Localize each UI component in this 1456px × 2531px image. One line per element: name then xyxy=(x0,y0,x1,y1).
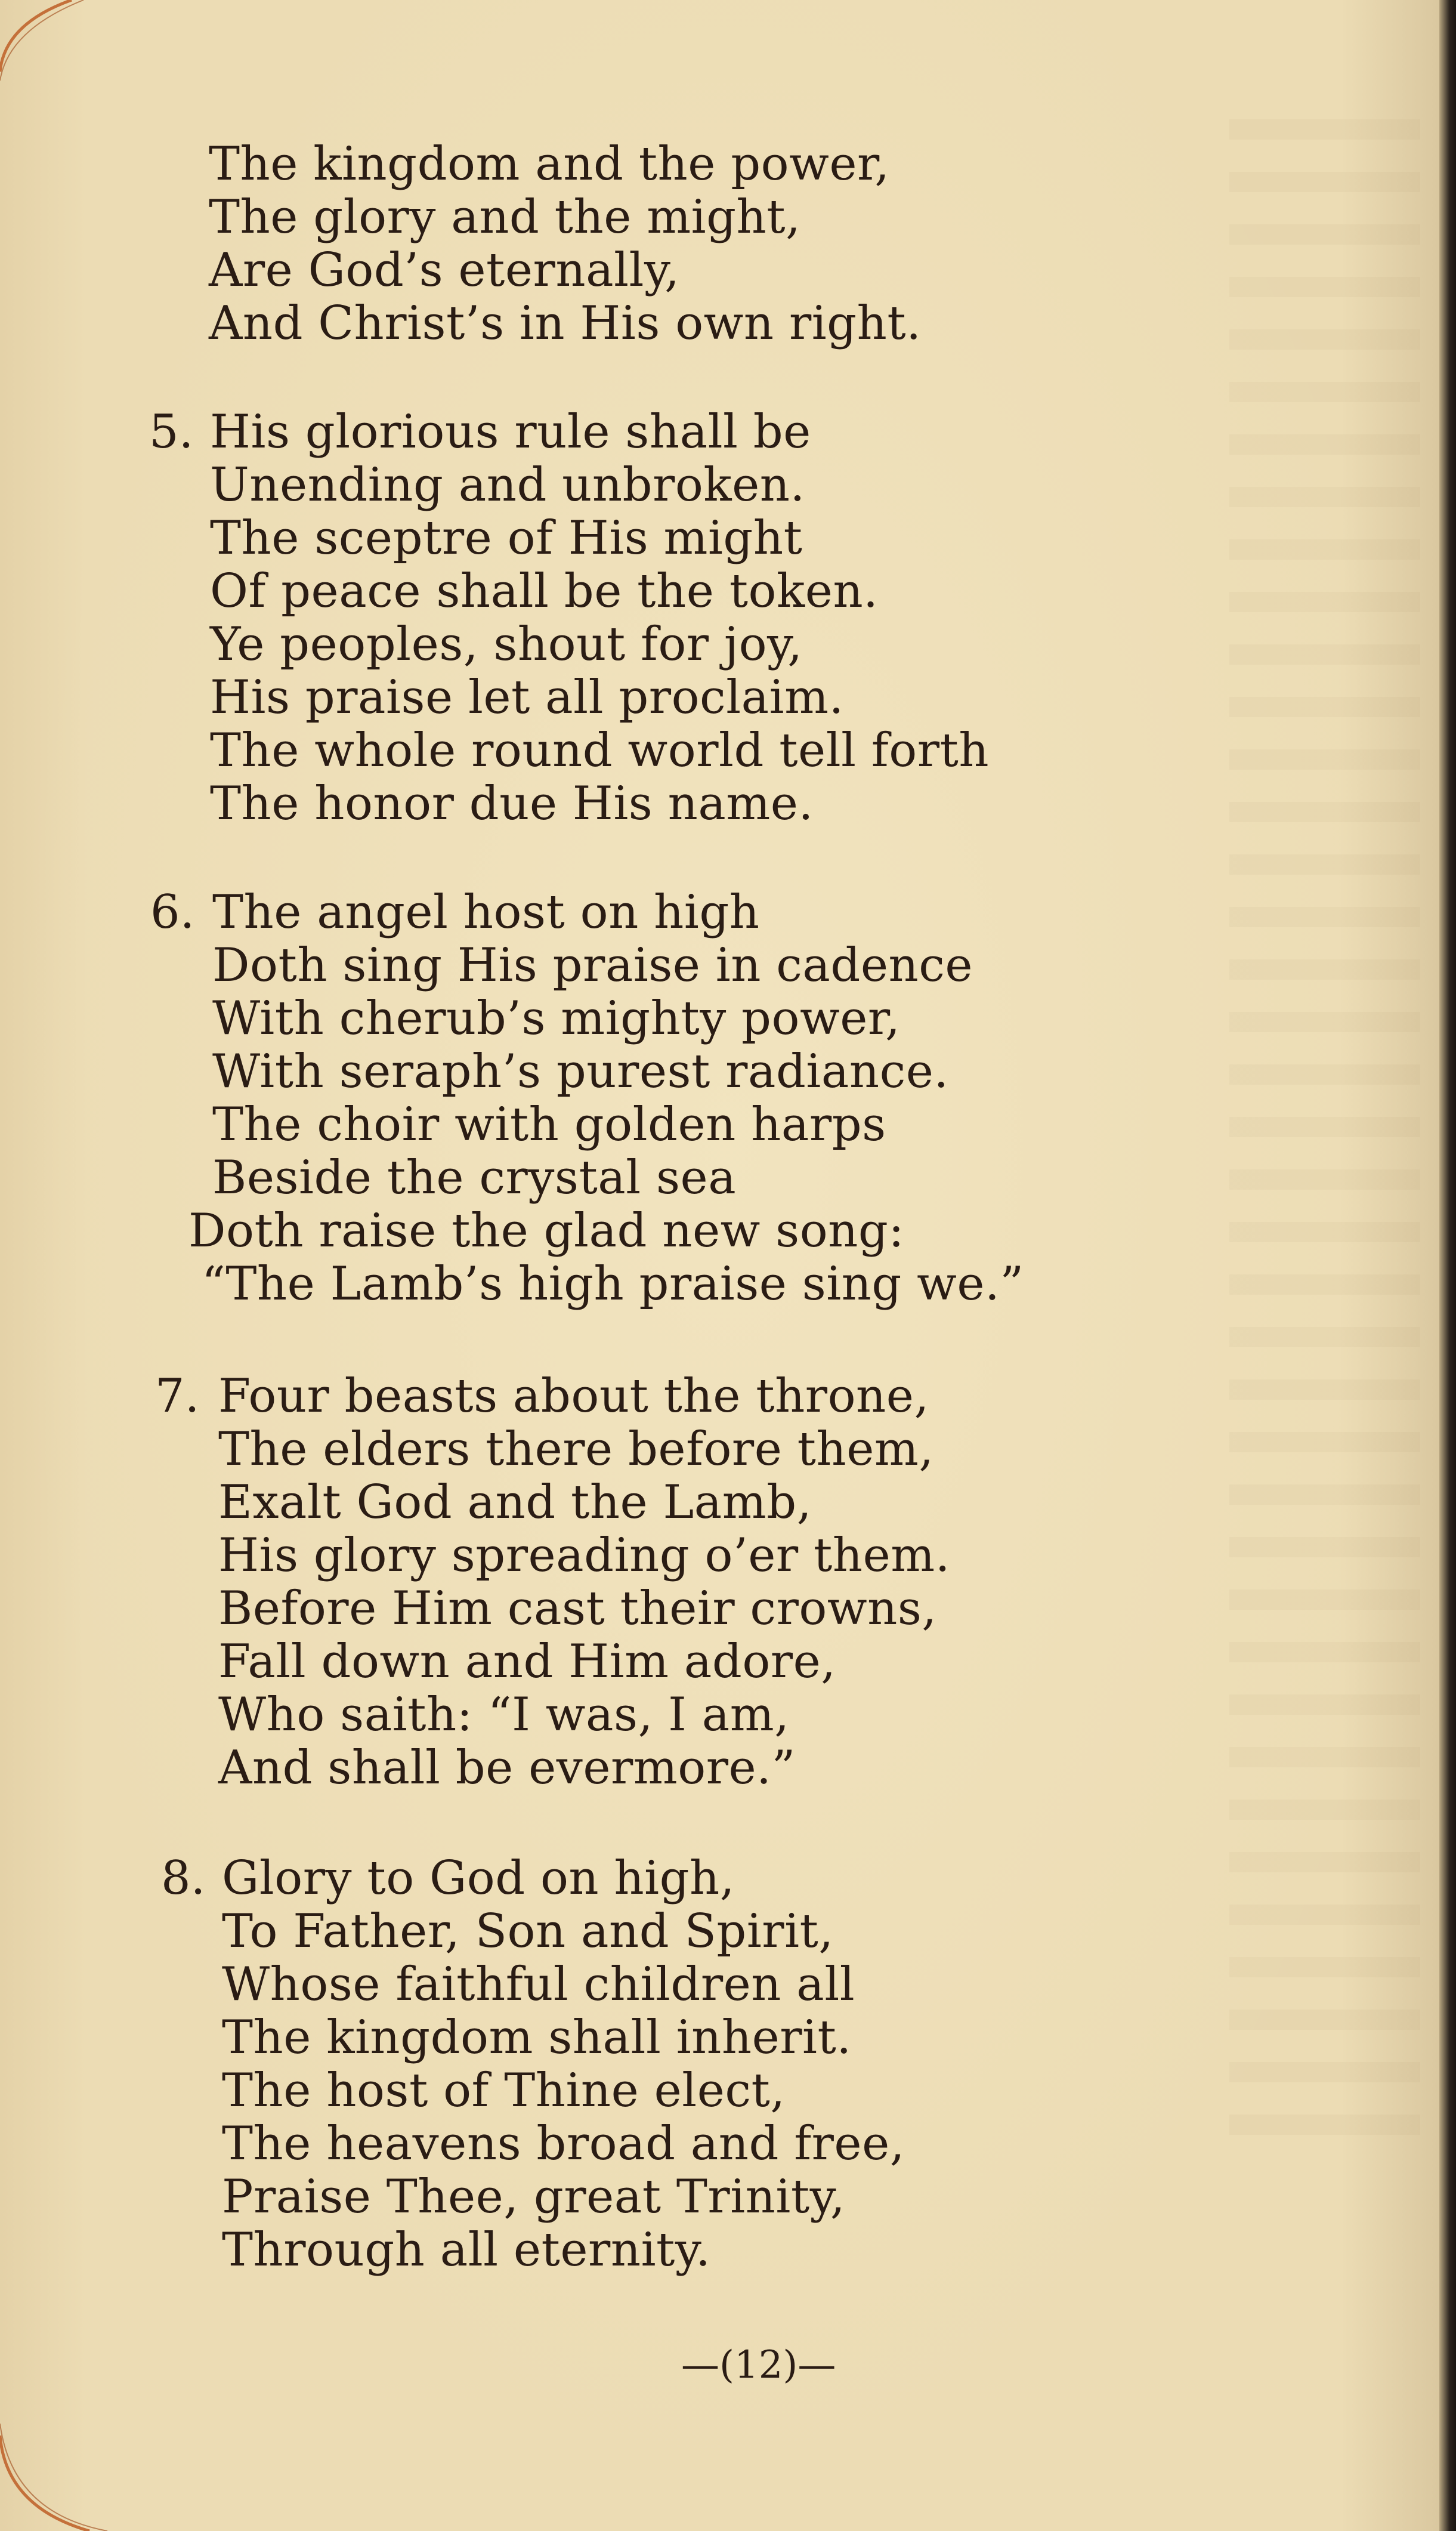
stanza-line: Four beasts about the throne, xyxy=(218,1369,929,1423)
stanza-line: With cherub’s mighty power, xyxy=(212,992,901,1045)
stanza-continuation xyxy=(209,138,921,350)
stanza-line: The heavens broad and free, xyxy=(222,2117,905,2171)
stanza-line: The whole round world tell forth xyxy=(210,724,990,777)
stanza-line: His glorious rule shall be xyxy=(210,405,811,459)
top-left-corner-ornament xyxy=(0,0,95,95)
stanza-line: The sceptre of His might xyxy=(210,511,803,565)
stanza-line: The angel host on high xyxy=(212,885,760,939)
stanza-line: “The Lamb’s high praise sing we.” xyxy=(202,1257,1024,1311)
stanza-number: 8. xyxy=(161,1851,206,1905)
stanza-line: Glory to God on high, xyxy=(222,1851,735,1905)
stanza-line: Doth sing His praise in cadence xyxy=(212,939,973,992)
stanza-line: Exalt God and the Lamb, xyxy=(218,1476,812,1529)
stanza-line: The kingdom and the power, xyxy=(209,137,890,191)
stanza-line: Beside the crystal sea xyxy=(212,1151,737,1205)
stanza-8 xyxy=(222,1852,905,2277)
stanza-7 xyxy=(218,1370,950,1795)
stanza-line: Who saith: “I was, I am, xyxy=(218,1688,790,1742)
stanza-line: The choir with golden harps xyxy=(212,1098,886,1152)
stanza-number: 6. xyxy=(150,885,195,939)
stanza-line: The host of Thine elect, xyxy=(222,2064,786,2118)
stanza-line: The kingdom shall inherit. xyxy=(222,2011,852,2064)
stanza-6 xyxy=(188,885,1024,1311)
stanza-line: Whose faithful children all xyxy=(222,1958,855,2011)
stanza-line: Of peace shall be the token. xyxy=(210,564,879,618)
stanza-line: The honor due His name. xyxy=(210,777,814,831)
stanza-line: Before Him cast their crowns, xyxy=(218,1582,937,1635)
stanza-line: His praise let all proclaim. xyxy=(210,671,844,724)
bottom-left-corner-ornament xyxy=(0,2400,119,2531)
stanza-line: Doth raise the glad new song: xyxy=(188,1204,905,1258)
stanza-line: Fall down and Him adore, xyxy=(218,1635,836,1689)
stanza-line: Ye peoples, shout for joy, xyxy=(210,618,803,671)
stanza-line: Unending and unbroken. xyxy=(210,458,805,512)
stanza-line: And Christ’s in His own right. xyxy=(209,297,922,350)
page-number: —(12)— xyxy=(681,2343,836,2387)
stanza-line: His glory spreading o’er them. xyxy=(218,1529,951,1582)
stanza-line: Praise Thee, great Trinity, xyxy=(222,2170,846,2224)
stanza-line: The elders there before them, xyxy=(218,1422,934,1476)
stanza-line: Through all eternity. xyxy=(222,2223,711,2277)
stanza-line: And shall be evermore.” xyxy=(218,1741,796,1795)
stanza-line: Are God’s eternally, xyxy=(209,243,680,297)
stanza-line: With seraph’s purest radiance. xyxy=(212,1045,949,1098)
page-edge-shadow xyxy=(1439,0,1456,2531)
stanza-line: The glory and the might, xyxy=(209,190,801,244)
show-through-texture xyxy=(1229,119,1420,2148)
stanza-number: 5. xyxy=(149,405,194,459)
stanza-line: To Father, Son and Spirit, xyxy=(222,1905,834,1958)
stanza-number: 7. xyxy=(155,1369,200,1423)
stanza-5 xyxy=(210,406,989,831)
